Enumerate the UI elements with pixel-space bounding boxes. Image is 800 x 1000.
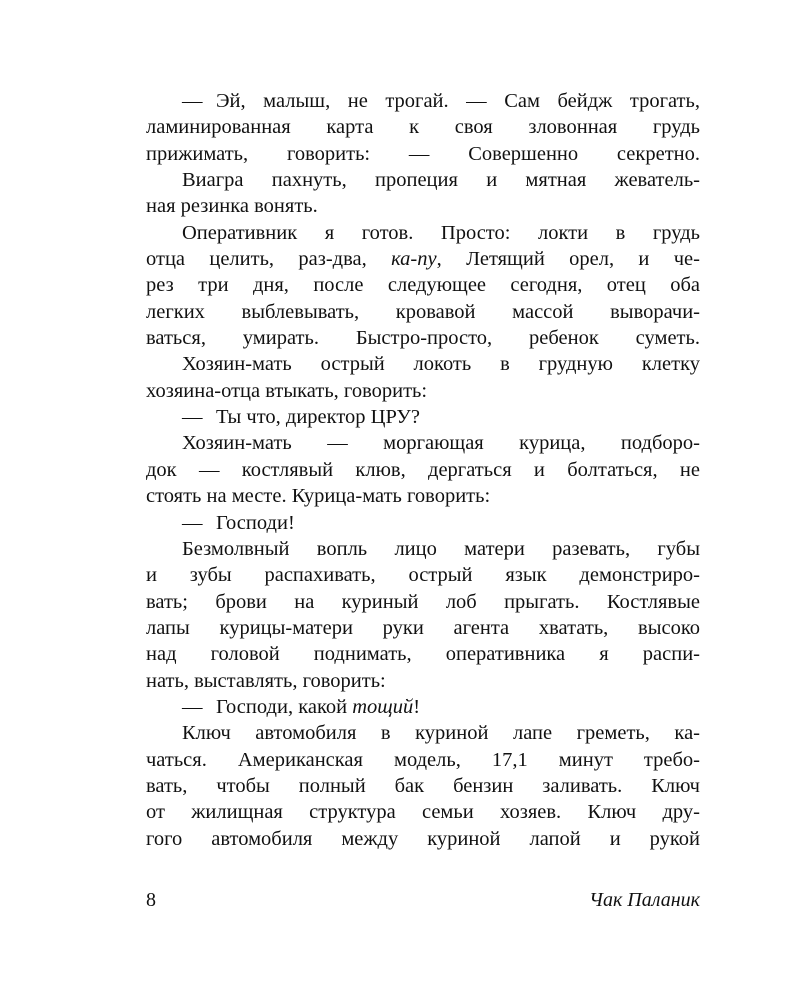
text-segment: легких выблевывать, кровавой массой выворачи- bbox=[146, 300, 700, 323]
text-segment: ! bbox=[413, 695, 421, 718]
text-segment: лапы курицы-матери руки агента хватать, высоко bbox=[146, 616, 700, 639]
text-segment: стоять на месте. Курица-мать говорить: bbox=[146, 485, 491, 508]
text-segment: отца целить, раз-два, bbox=[146, 248, 392, 271]
text-line bbox=[146, 404, 700, 430]
text-line bbox=[146, 694, 700, 720]
page-footer bbox=[146, 885, 700, 915]
text-line bbox=[146, 457, 700, 483]
text-line bbox=[146, 483, 700, 509]
text-segment: прижимать, говорить: — Совершенно секретно. bbox=[146, 142, 700, 165]
text-line bbox=[146, 773, 700, 799]
text-line bbox=[146, 378, 700, 404]
text-line bbox=[146, 641, 700, 667]
text-line bbox=[146, 246, 700, 272]
text-line bbox=[146, 615, 700, 641]
text-line bbox=[146, 193, 700, 219]
text-line bbox=[146, 351, 700, 377]
em-dash: — bbox=[182, 90, 203, 112]
text-segment: чаться. Американская модель, 17,1 минут требо- bbox=[146, 748, 700, 771]
text-segment: Ты что, директор ЦРУ? bbox=[216, 406, 420, 429]
text-segment: вать, чтобы полный бак бензин заливать. Ключ bbox=[146, 774, 700, 797]
text-line bbox=[146, 430, 700, 456]
text-segment: док — костлявый клюв, дергаться и болтаться, не bbox=[146, 458, 700, 481]
text-line bbox=[146, 114, 700, 140]
running-head-author: Чак Паланик bbox=[589, 889, 700, 911]
text-segment: Господи! bbox=[216, 511, 295, 534]
text-line bbox=[146, 141, 700, 167]
text-segment: Хозяин-мать — моргающая курица, подборо- bbox=[182, 432, 700, 455]
text-line bbox=[146, 272, 700, 298]
text-segment: гого автомобиля между куриной лапой и рукой bbox=[146, 827, 700, 850]
text-segment: Хозяин-мать острый локоть в грудную клетку bbox=[182, 353, 700, 376]
text-segment: ламинированная карта к своя зловонная грудь bbox=[146, 116, 700, 139]
text-line bbox=[146, 167, 700, 193]
page-body-text bbox=[146, 88, 700, 852]
text-line bbox=[146, 510, 700, 536]
text-segment: Безмолвный вопль лицо матери разевать, губы bbox=[182, 537, 700, 560]
em-dash: — bbox=[182, 511, 203, 534]
text-line bbox=[146, 720, 700, 746]
text-line bbox=[146, 536, 700, 562]
text-segment: ваться, умирать. Быстро-просто, ребенок суметь. bbox=[146, 327, 700, 350]
text-line bbox=[146, 562, 700, 588]
em-dash: — bbox=[182, 695, 203, 718]
text-line bbox=[146, 299, 700, 325]
text-segment: рез три дня, после следующее сегодня, отец оба bbox=[146, 274, 700, 297]
text-segment: от жилищная структура семьи хозяев. Ключ дру- bbox=[146, 801, 700, 824]
italic-text-segment: тощий bbox=[352, 695, 414, 718]
em-dash: — bbox=[182, 406, 203, 429]
page-number: 8 bbox=[146, 889, 156, 911]
text-line bbox=[146, 747, 700, 773]
italic-text-segment: ка-пу bbox=[391, 248, 437, 271]
text-segment: вать; брови на куриный лоб прыгать. Костлявые bbox=[146, 590, 700, 613]
text-segment: Господи, какой bbox=[216, 695, 353, 718]
text-segment: Ключ автомобиля в куриной лапе греметь, ка- bbox=[182, 722, 700, 745]
text-segment: Виагра пахнуть, пропеция и мятная жеватель- bbox=[182, 169, 700, 192]
text-segment: Эй, малыш, не трогай. — Сам бейдж трогать, bbox=[216, 90, 700, 112]
text-line bbox=[146, 589, 700, 615]
text-segment: хозяина-отца втыкать, говорить: bbox=[146, 379, 428, 402]
text-line bbox=[146, 220, 700, 246]
text-segment: нать, выставлять, говорить: bbox=[146, 669, 386, 692]
text-line bbox=[146, 88, 700, 114]
text-segment: , Летящий орел, и че- bbox=[436, 248, 700, 271]
text-line bbox=[146, 668, 700, 694]
text-line bbox=[146, 826, 700, 852]
text-line bbox=[146, 799, 700, 825]
text-line bbox=[146, 325, 700, 351]
text-segment: Оперативник я готов. Просто: локти в грудь bbox=[182, 221, 700, 244]
text-segment: ная резинка вонять. bbox=[146, 195, 318, 218]
text-segment: и зубы распахивать, острый язык демонстриро- bbox=[146, 564, 700, 587]
text-segment: над головой поднимать, оперативника я распи- bbox=[146, 643, 700, 666]
